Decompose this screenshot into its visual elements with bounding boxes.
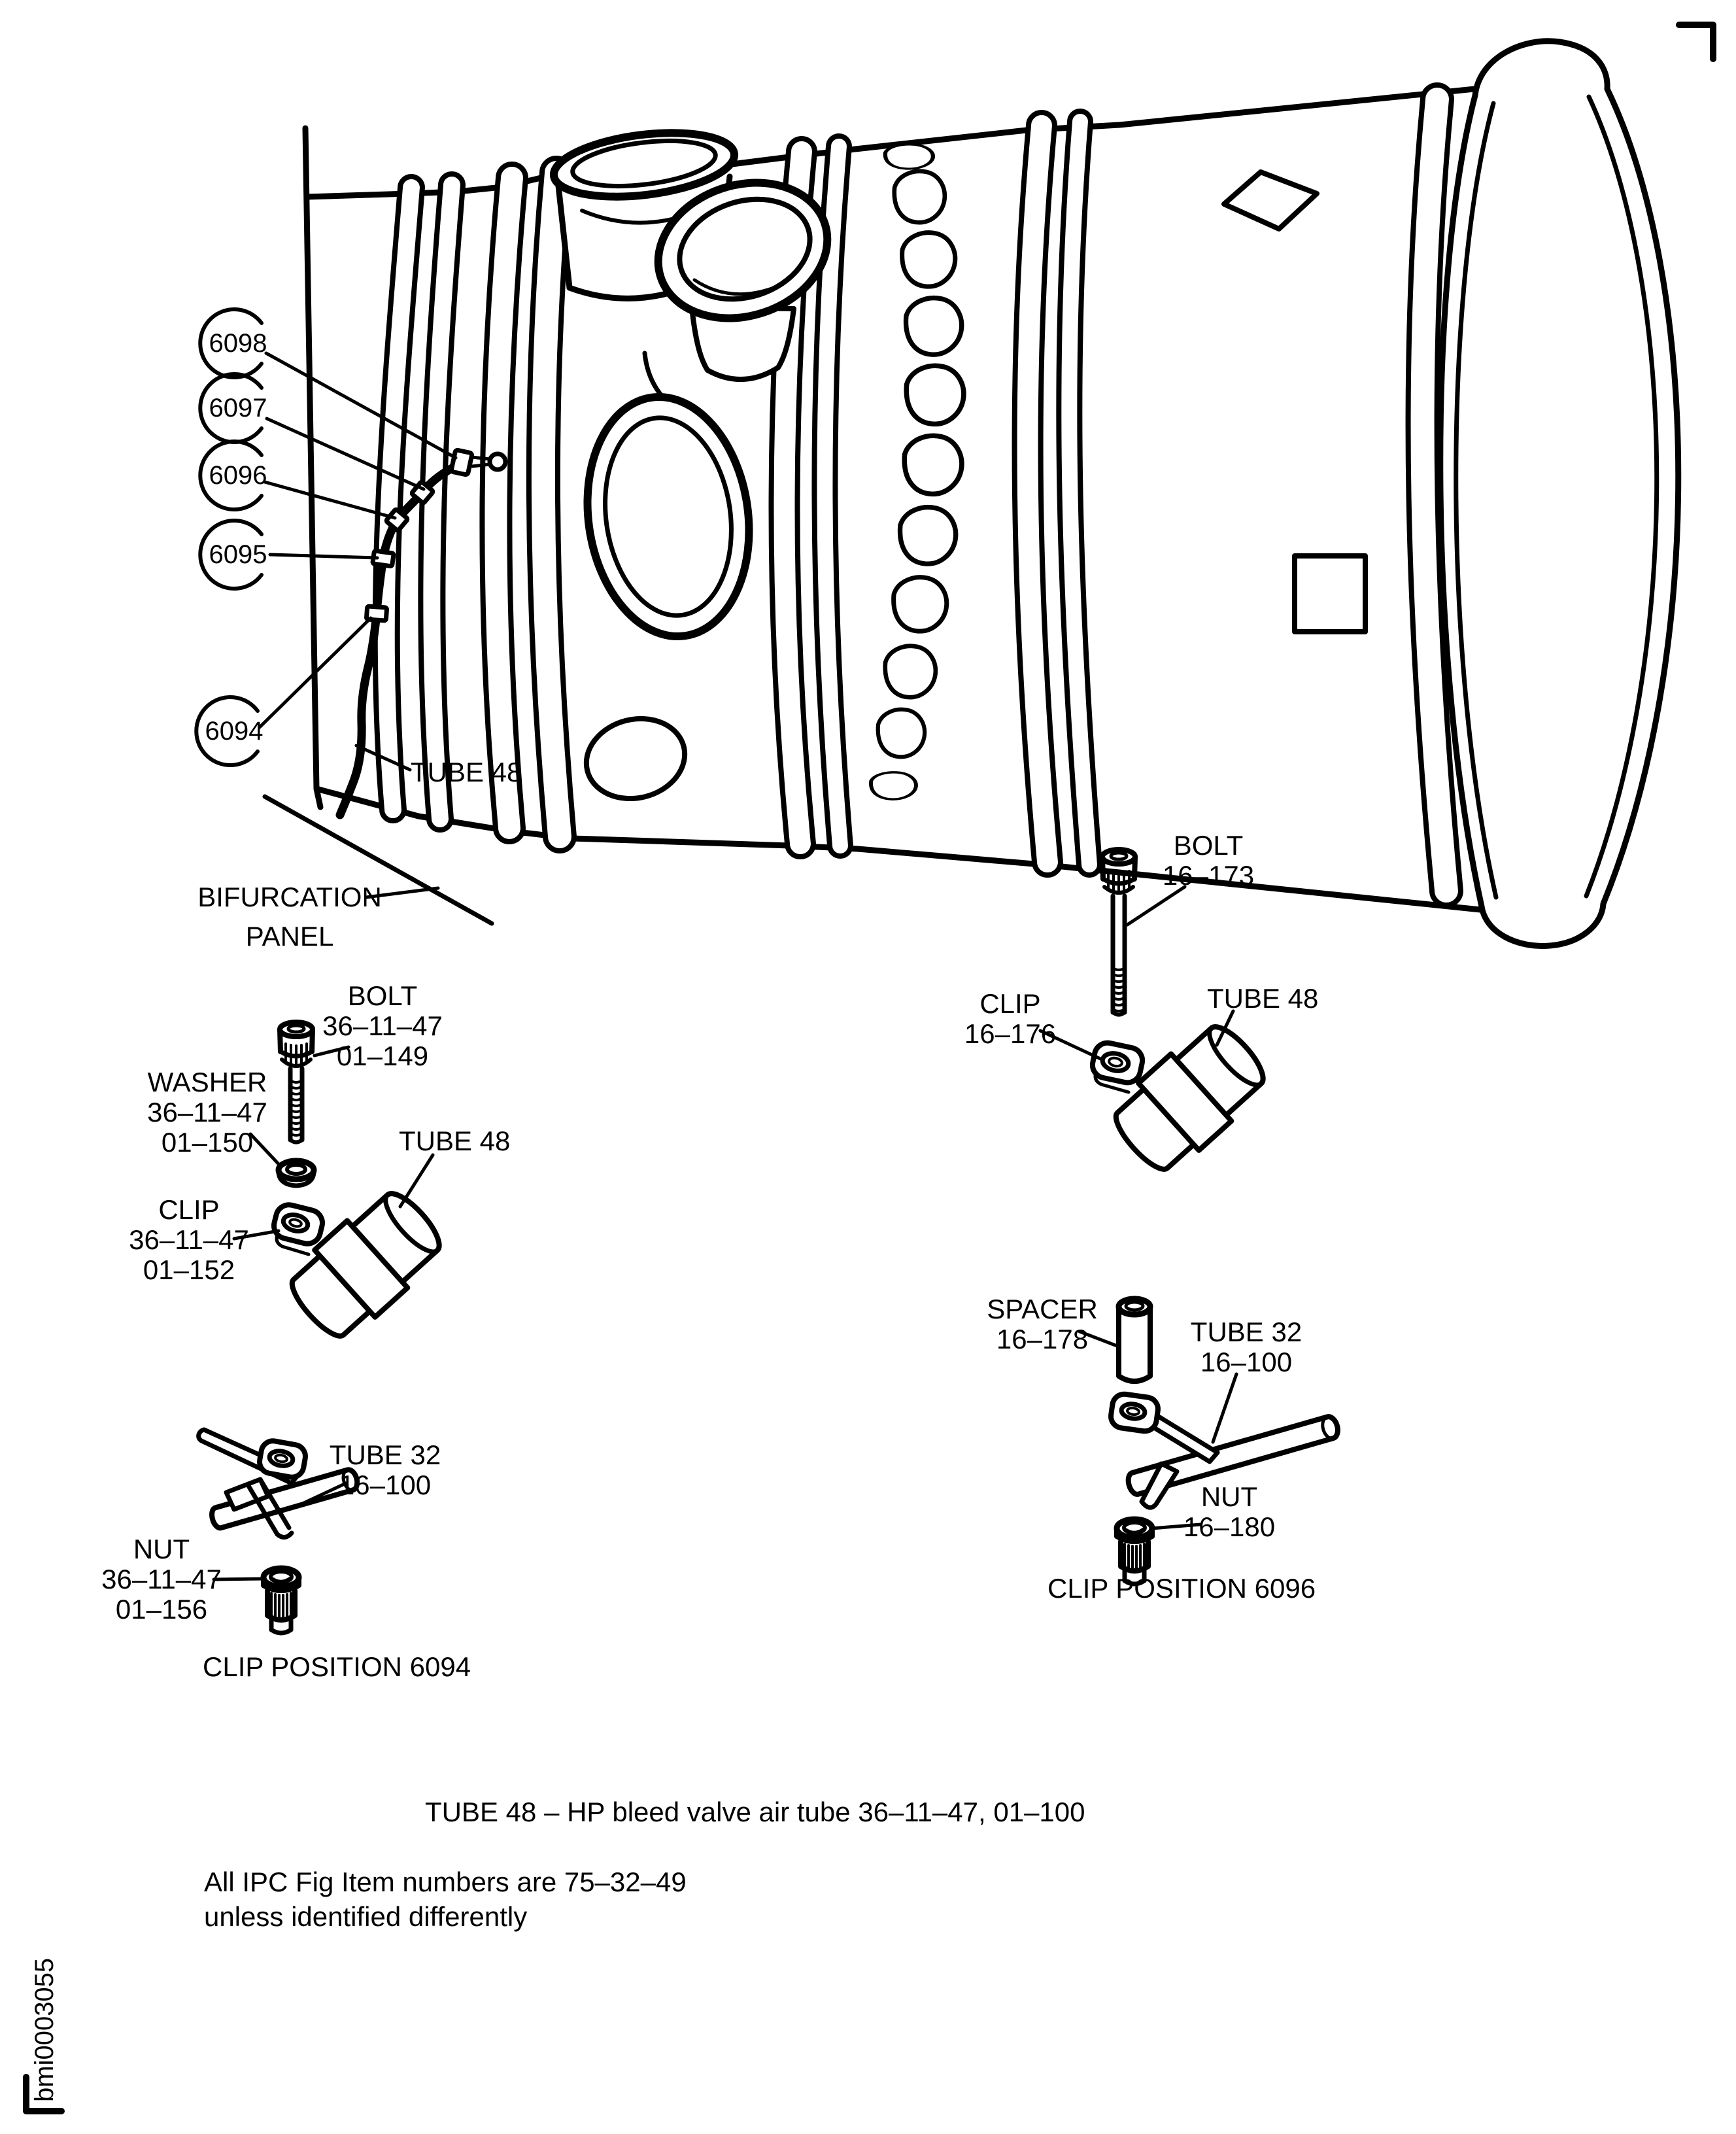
figure-caption: TUBE 48 – HP bleed valve air tube 36–11–47, 01–100 bbox=[425, 1797, 1085, 1827]
clip-tube48-right bbox=[1090, 1014, 1276, 1182]
clip-tube48-left bbox=[271, 1180, 452, 1349]
nut-left-label bbox=[101, 1534, 222, 1625]
part-item: 01–156 bbox=[115, 1594, 208, 1625]
bolt-right-label bbox=[1163, 831, 1254, 891]
part-item: 16–178 bbox=[996, 1324, 1089, 1355]
washer-left-label bbox=[147, 1067, 267, 1158]
callout-6098: 6098 bbox=[209, 329, 267, 358]
part-name: TUBE 32 bbox=[329, 1439, 441, 1470]
part-name: TUBE 32 bbox=[1190, 1317, 1302, 1347]
engine-front-edge bbox=[305, 128, 320, 807]
part-item: 16–100 bbox=[339, 1470, 432, 1501]
part-name: BOLT bbox=[1173, 830, 1244, 861]
clip-left-label bbox=[129, 1195, 249, 1286]
part-name: CLIP bbox=[979, 988, 1041, 1019]
part-ref: 36–11–47 bbox=[322, 1010, 443, 1042]
footnote-line-1: All IPC Fig Item numbers are 75–32–49 bbox=[204, 1867, 687, 1897]
engine-illustration bbox=[196, 41, 1678, 946]
part-name: CLIP bbox=[158, 1194, 220, 1225]
footnote-line-2: unless identified differently bbox=[204, 1901, 528, 1932]
right-assembly-drawing bbox=[1040, 850, 1340, 1528]
clip-position-6096-label: CLIP POSITION 6096 bbox=[1047, 1573, 1316, 1604]
callout-6095: 6095 bbox=[209, 540, 267, 569]
part-item: 01–152 bbox=[143, 1254, 235, 1286]
bifurcation-line: BIFURCATION bbox=[197, 882, 382, 912]
part-ref: 36–11–47 bbox=[129, 1224, 249, 1256]
part-name: BOLT bbox=[347, 980, 418, 1011]
callout-6096: 6096 bbox=[209, 461, 267, 490]
tube32-right-label bbox=[1191, 1317, 1302, 1377]
oval-access-port bbox=[573, 387, 764, 647]
nut-left bbox=[264, 1568, 299, 1633]
washer-left bbox=[279, 1161, 314, 1186]
clip-right-label bbox=[964, 989, 1056, 1049]
part-item: 01–149 bbox=[336, 1041, 429, 1072]
rear-flange bbox=[1440, 41, 1678, 946]
square-port-upper bbox=[1224, 172, 1317, 229]
part-item: 16–176 bbox=[964, 1018, 1057, 1050]
part-item: 16–180 bbox=[1183, 1511, 1276, 1543]
corner-mark-top-right bbox=[1679, 25, 1713, 59]
bifurcation-panel-label bbox=[197, 878, 382, 955]
callout-6097: 6097 bbox=[209, 394, 267, 422]
spacer-right bbox=[1119, 1299, 1150, 1381]
figure-footnote bbox=[204, 1865, 687, 1934]
panel-line: PANEL bbox=[245, 920, 334, 952]
square-port-lower bbox=[1295, 556, 1365, 632]
part-name: WASHER bbox=[147, 1067, 267, 1097]
spacer-right-label bbox=[987, 1294, 1098, 1354]
teardrop-holes bbox=[871, 145, 964, 799]
bolt-left-label bbox=[322, 981, 443, 1072]
nut-right-label bbox=[1183, 1482, 1275, 1542]
small-oval-port bbox=[578, 708, 694, 808]
part-item: 01–150 bbox=[161, 1127, 254, 1158]
part-item: 16–100 bbox=[1200, 1347, 1293, 1378]
part-ref: 36–11–47 bbox=[147, 1097, 267, 1128]
part-item: 16–173 bbox=[1162, 860, 1255, 891]
part-name: SPACER bbox=[987, 1294, 1098, 1324]
part-name: NUT bbox=[1200, 1481, 1258, 1512]
part-name: NUT bbox=[133, 1534, 190, 1564]
callout-balloons bbox=[196, 309, 262, 765]
figure-code: bmi0003055 bbox=[30, 1957, 59, 2102]
tube32-left-label bbox=[330, 1440, 441, 1500]
bolt-right bbox=[1102, 850, 1135, 1015]
tube48-left-label: TUBE 48 bbox=[399, 1126, 511, 1156]
tube-end-fitting bbox=[490, 454, 505, 470]
bolt-left bbox=[280, 1022, 313, 1143]
part-ref: 36–11–47 bbox=[101, 1564, 222, 1595]
tube48-label-engine: TUBE 48 bbox=[411, 757, 522, 787]
clip-position-6094-label: CLIP POSITION 6094 bbox=[203, 1651, 471, 1682]
callout-6094: 6094 bbox=[205, 717, 264, 746]
tube48-right-label: TUBE 48 bbox=[1207, 983, 1319, 1014]
